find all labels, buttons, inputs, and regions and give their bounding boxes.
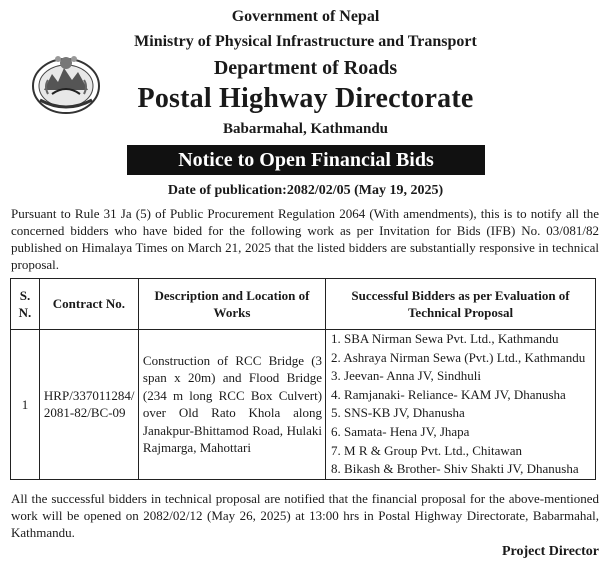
- list-item: 7. M R & Group Pvt. Ltd., Chitawan: [331, 442, 523, 458]
- row-description: Construction of RCC Bridge (3 span x 20m) and Flood Bridge (234 m long RCC Box Culvert) over Old Rato Khola along Janakpur-Bhittamod Road, Hulaki Rajmarga, Mahottari: [138, 330, 325, 480]
- row-sn: 1: [11, 330, 40, 480]
- list-item: 5. SNS-KB JV, Dhanusha: [331, 405, 465, 421]
- list-item: 3. Jeevan- Anna JV, Sindhuli: [331, 368, 482, 384]
- header-sn: S. N.: [11, 279, 40, 330]
- row-bidders: [326, 330, 596, 480]
- header-description: Description and Location of Works: [138, 279, 325, 330]
- ministry-title: Ministry of Physical Infrastructure and Transport: [134, 33, 477, 50]
- list-item: 8. Bikash & Brother- Shiv Shakti JV, Dhanusha: [331, 461, 579, 477]
- list-item: 6. Samata- Hena JV, Jhapa: [331, 423, 470, 439]
- publication-date: Date of publication:2082/02/05 (May 19, 2025): [167, 183, 444, 198]
- list-item: 2. Ashraya Nirman Sewa (Pvt.) Ltd., Kathmandu: [331, 349, 586, 365]
- bidders-list: [331, 330, 592, 479]
- notice-title-banner: Notice to Open Financial Bids: [127, 145, 485, 175]
- office-address: Babarmahal, Kathmandu: [222, 121, 389, 137]
- list-item: 1. SBA Nirman Sewa Pvt. Ltd., Kathmandu: [331, 331, 559, 346]
- directorate-title: Postal Highway Directorate: [137, 83, 474, 114]
- table-header-row: [11, 279, 596, 330]
- list-item: 4. Ramjanaki- Reliance- KAM JV, Dhanusha: [331, 386, 566, 402]
- government-title: Government of Nepal: [231, 8, 380, 25]
- bidders-table: [10, 278, 596, 480]
- table-row: [11, 330, 596, 480]
- intro-paragraph: Pursuant to Rule 31 Ja (5) of Public Procurement Regulation 2064 (With amendments), this is to notify all the concerned bidders who have bided for the following work as per Invitation for Bids (IFB) No. 03/081/82 published on Himalaya Times on March 21, 2025 that the listed bidders are substantially responsive in technical proposal.: [11, 206, 599, 272]
- row-contract-no: HRP/337011284/ 2081-82/BC-09: [39, 330, 138, 480]
- header-bidders: Successful Bidders as per Evaluation of Technical Proposal: [326, 279, 596, 330]
- header-contract-no: Contract No.: [39, 279, 138, 330]
- department-title: Department of Roads: [213, 57, 398, 79]
- closing-paragraph: All the successful bidders in technical proposal are notified that the financial proposal for the above-mentioned work will be opened on 2082/02/12 (May 26, 2025) at 13:00 hrs in Postal Highway Directorate, Babarmahal, Kathmandu.: [11, 491, 599, 540]
- signature-title: Project Director: [501, 544, 599, 559]
